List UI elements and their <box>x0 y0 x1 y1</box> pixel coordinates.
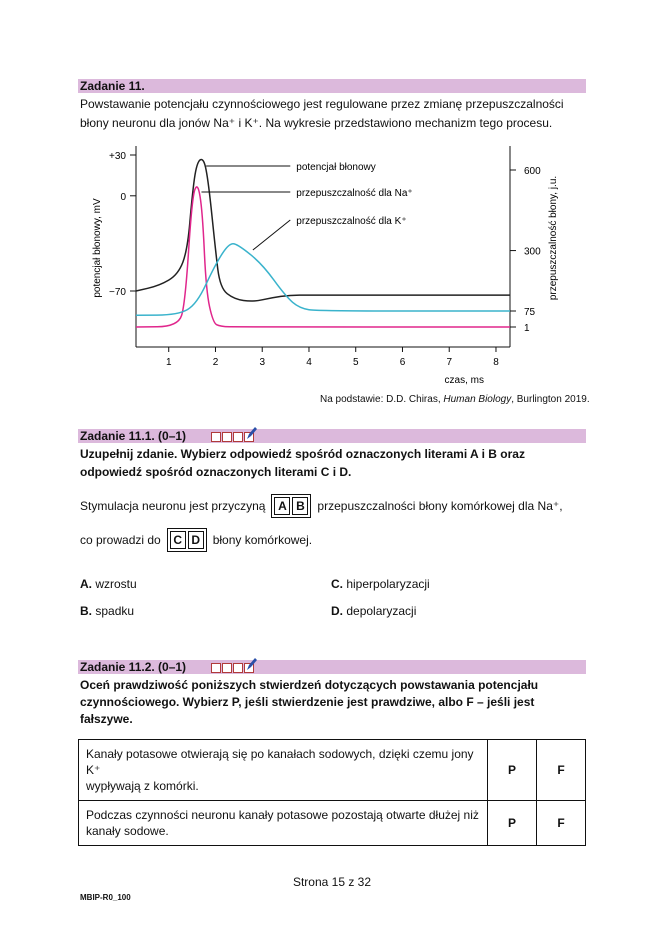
option-d-text: depolaryzacji <box>346 604 417 618</box>
task11-2-instruction-line3: fałszywe. <box>80 712 133 726</box>
option-a[interactable] <box>80 575 137 594</box>
task11-1-instruction-line1: Uzupełnij zdanie. Wybierz odpowiedź spośród oznaczonych literami A i B oraz <box>80 447 525 461</box>
y-left-tick-label: 0 <box>120 191 126 203</box>
y-left-tick-label: +30 <box>109 151 126 162</box>
task11-2-instruction-line2: czynnościowego. Wybierz P, jeśli stwierdzenie jest prawdziwe, albo F – jeśli jest <box>80 695 535 709</box>
y-right-tick-label: 300 <box>524 246 541 258</box>
option-c-text: hiperpolaryzacji <box>346 577 430 591</box>
choice-ab[interactable] <box>271 494 311 518</box>
answer-false-1[interactable]: F <box>537 740 586 801</box>
sentence-2-after: błony komórkowej. <box>212 532 313 547</box>
answer-false-2[interactable]: F <box>537 801 586 846</box>
sentence-1 <box>80 494 563 518</box>
sentence-1-before: Stymulacja neuronu jest przyczyną <box>80 498 266 513</box>
y-right-tick-label: 75 <box>524 307 536 318</box>
task11-header-bar <box>78 79 586 93</box>
series-label-2: przepuszczalność dla Na⁺ <box>296 188 413 199</box>
y-right-tick-label: 600 <box>524 166 541 177</box>
statement-1 <box>79 740 488 801</box>
option-c[interactable] <box>331 575 430 594</box>
x-axis-label: czas, ms <box>444 375 485 386</box>
answer-true-2[interactable]: P <box>488 801 537 846</box>
sentence-2-before: co prowadzi do <box>80 532 161 547</box>
sentence-2 <box>80 528 312 552</box>
x-tick-label: 4 <box>306 357 312 368</box>
pencil-icon <box>211 659 255 673</box>
series-label-3: przepuszczalność dla K⁺ <box>296 216 407 227</box>
task11-1-instruction-line2: odpowiedź spośród oznaczonych literami C i D. <box>80 465 352 479</box>
x-tick-label: 3 <box>259 357 266 368</box>
y-right-axis-label: przepuszczalność błony, j.u. <box>548 175 559 301</box>
statement-2-line1: Podczas czynności neuronu kanały potasowe pozostają otwarte dłużej niż <box>86 808 479 822</box>
document-code: MBIP-R0_100 <box>80 893 131 902</box>
x-tick-label: 8 <box>493 357 499 368</box>
x-tick-label: 6 <box>399 357 406 368</box>
source-suffix: , Burlington 2019. <box>511 394 590 405</box>
sentence-1-after: przepuszczalności błony komórkowej dla Na⁺, <box>317 498 563 513</box>
option-b[interactable] <box>80 602 134 621</box>
choice-d[interactable]: D <box>188 531 204 549</box>
series-line-1 <box>136 159 510 301</box>
task11-1-title: Zadanie 11.1. (0–1) <box>80 429 187 443</box>
x-tick-label: 2 <box>212 357 219 368</box>
statement-2-line2: kanały sodowe. <box>86 824 169 838</box>
chart-axes <box>130 146 516 352</box>
table-row <box>79 801 586 846</box>
choice-b[interactable]: B <box>292 497 308 515</box>
page-number: Strona 15 z 32 <box>292 875 372 889</box>
source-title: Human Biology <box>443 394 512 405</box>
series-leader-3 <box>253 220 290 250</box>
table-row <box>79 740 586 801</box>
task11-intro-line2: błony neuronu dla jonów Na⁺ i K⁺. Na wykresie przedstawiono mechanizm tego procesu. <box>80 116 553 130</box>
series-line-3 <box>136 244 510 316</box>
statement-2 <box>79 801 488 846</box>
statement-1-line1: Kanały potasowe otwierają się po kanałach sodowych, dzięki czemu jony K⁺ <box>86 747 474 777</box>
option-d-letter: D. <box>331 604 343 618</box>
choice-cd[interactable] <box>167 528 207 552</box>
chart <box>78 138 586 388</box>
y-left-tick-label: −70 <box>109 287 126 298</box>
y-left-axis-label: potencjał błonowy, mV <box>92 198 103 298</box>
x-tick-label: 5 <box>352 357 359 368</box>
option-a-letter: A. <box>80 577 92 591</box>
option-a-text: wzrostu <box>95 577 137 591</box>
chart-series <box>136 159 510 327</box>
statement-1-line2: wypływają z komórki. <box>86 779 199 793</box>
task11-intro-line1: Powstawanie potencjału czynnościowego jest regulowane przez zmianę przepuszczalności <box>80 97 564 111</box>
option-d[interactable] <box>331 602 416 621</box>
source-prefix: Na podstawie: D.D. Chiras, <box>320 394 444 405</box>
series-label-1: potencjał błonowy <box>296 162 376 173</box>
choice-a[interactable]: A <box>274 497 290 515</box>
task11-2-instruction-line1: Oceń prawdziwość poniższych stwierdzeń dotyczących powstawania potencjału <box>80 678 539 692</box>
option-b-letter: B. <box>80 604 92 618</box>
option-c-letter: C. <box>331 577 343 591</box>
true-false-table <box>78 739 586 846</box>
task11-title: Zadanie 11. <box>80 79 145 93</box>
pencil-icon <box>211 428 255 442</box>
task11-2-title: Zadanie 11.2. (0–1) <box>80 660 187 674</box>
x-tick-label: 1 <box>165 357 172 368</box>
source-note <box>320 394 590 405</box>
x-tick-label: 7 <box>446 357 453 368</box>
answer-true-1[interactable]: P <box>488 740 537 801</box>
y-right-tick-label: 1 <box>524 323 530 334</box>
choice-c[interactable]: C <box>170 531 186 549</box>
chart-labels <box>92 151 559 386</box>
option-b-text: spadku <box>95 604 135 618</box>
